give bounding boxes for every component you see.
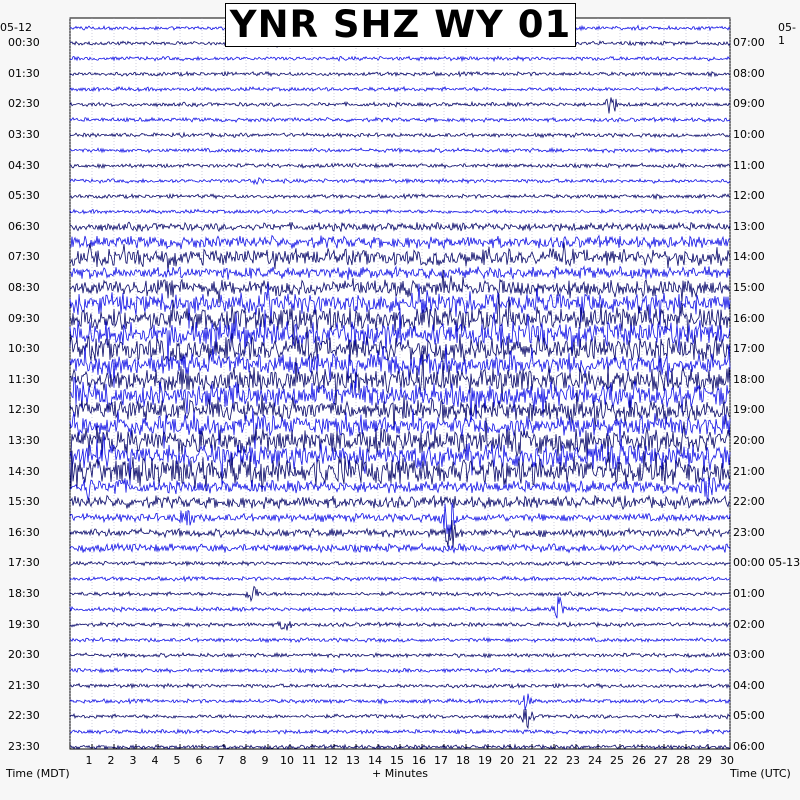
right-time-label: 21:00 [733, 464, 765, 478]
left-time-label: 19:30 [8, 617, 40, 631]
minute-tick-label: 29 [698, 754, 712, 767]
minute-tick-label: 9 [261, 754, 269, 767]
minute-tick-label: 20 [500, 754, 514, 767]
minute-tick-label: 24 [588, 754, 602, 767]
left-time-label: 06:30 [8, 219, 40, 233]
minute-tick-label: 30 [720, 754, 734, 767]
left-time-label: 08:30 [8, 281, 40, 295]
left-time-label: 09:30 [8, 311, 40, 325]
left-time-label: 13:30 [8, 434, 40, 448]
minute-tick-label: 4 [151, 754, 159, 767]
left-time-label: 14:30 [8, 464, 40, 478]
minute-tick-label: 7 [217, 754, 225, 767]
minute-tick-label: 23 [566, 754, 580, 767]
minute-tick-label: 26 [632, 754, 646, 767]
right-time-label: 02:00 [733, 617, 765, 631]
minute-tick-label: 15 [390, 754, 404, 767]
minute-tick-label: 8 [239, 754, 247, 767]
minute-tick-label: 13 [346, 754, 360, 767]
minute-tick-label: 5 [173, 754, 181, 767]
minute-tick-label: 3 [129, 754, 137, 767]
minute-tick-label: 2 [107, 754, 115, 767]
minute-tick-label: 22 [544, 754, 558, 767]
minute-tick-label: 1 [85, 754, 93, 767]
right-time-label: 13:00 [733, 219, 765, 233]
right-axis-title: Time (UTC) [730, 767, 791, 780]
minute-tick-label: 28 [676, 754, 690, 767]
minute-tick-label: 6 [195, 754, 203, 767]
left-time-label: 16:30 [8, 525, 40, 539]
minute-tick-label: 14 [368, 754, 382, 767]
x-axis-label: + Minutes [372, 767, 429, 780]
minute-tick-label: 18 [456, 754, 470, 767]
left-time-label: 07:30 [8, 250, 40, 264]
right-time-label: 20:00 [733, 434, 765, 448]
minute-tick-label: 27 [654, 754, 668, 767]
left-time-label: 02:30 [8, 97, 40, 111]
right-time-label: 03:00 [733, 648, 765, 662]
minute-tick-label: 10 [280, 754, 294, 767]
minute-tick-label: 19 [478, 754, 492, 767]
left-axis-title: Time (MDT) [6, 767, 70, 780]
left-time-label: 11:30 [8, 372, 40, 386]
chart-title: YNR SHZ WY 01 [225, 3, 576, 47]
right-time-label: 12:00 [733, 189, 765, 203]
right-time-label: 10:00 [733, 128, 765, 142]
right-time-label: 16:00 [733, 311, 765, 325]
right-time-label: 07:00 [733, 36, 765, 50]
right-time-label: 14:00 [733, 250, 765, 264]
left-time-label: 10:30 [8, 342, 40, 356]
left-time-label: 21:30 [8, 678, 40, 692]
left-time-label: 23:30 [8, 740, 40, 753]
right-time-label: 22:00 [733, 495, 765, 509]
right-date-label: 05-1 [778, 21, 796, 47]
right-time-label: 17:00 [733, 342, 765, 356]
minute-tick-label: 16 [412, 754, 426, 767]
left-time-label: 00:30 [8, 36, 40, 50]
left-date-label: 05-12 [0, 21, 32, 34]
right-time-label: 15:00 [733, 281, 765, 295]
left-time-label: 03:30 [8, 128, 40, 142]
right-time-label: 05:00 [733, 709, 765, 723]
left-time-label: 12:30 [8, 403, 40, 417]
right-time-label: 06:00 [733, 740, 765, 753]
right-time-label: 04:00 [733, 678, 765, 692]
minute-tick-label: 11 [302, 754, 316, 767]
minute-tick-label: 17 [434, 754, 448, 767]
right-time-label: 09:00 [733, 97, 765, 111]
left-time-label: 18:30 [8, 587, 40, 601]
right-time-label: 18:00 [733, 372, 765, 386]
minute-tick-label: 21 [522, 754, 536, 767]
left-time-label: 15:30 [8, 495, 40, 509]
right-time-label: 08:00 [733, 66, 765, 80]
right-time-label: 19:00 [733, 403, 765, 417]
left-time-label: 05:30 [8, 189, 40, 203]
left-time-label: 04:30 [8, 158, 40, 172]
left-time-label: 20:30 [8, 648, 40, 662]
right-time-label: 23:00 [733, 525, 765, 539]
right-time-label: 01:00 [733, 587, 765, 601]
minute-tick-label: 12 [324, 754, 338, 767]
minute-tick-label: 25 [610, 754, 624, 767]
right-time-label: 00:00 05-13 [733, 556, 800, 570]
right-time-label: 11:00 [733, 158, 765, 172]
left-time-label: 22:30 [8, 709, 40, 723]
left-time-label: 17:30 [8, 556, 40, 570]
left-time-label: 01:30 [8, 66, 40, 80]
